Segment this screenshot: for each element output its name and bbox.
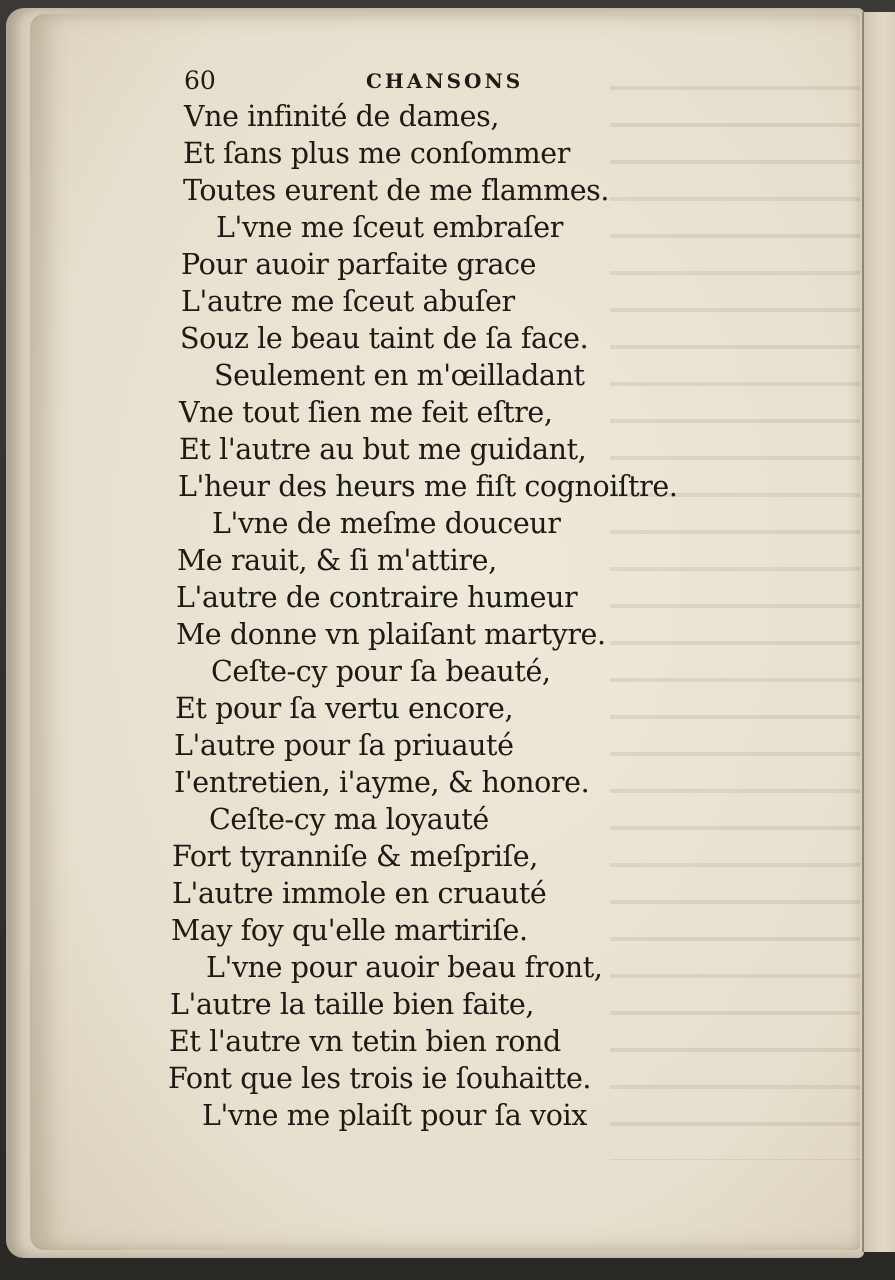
verse-line: Et ſans plus me conſommer bbox=[183, 137, 570, 170]
verse-line: Vne tout ſien me feit eſtre, bbox=[179, 396, 553, 429]
verse-line: Et l'autre vn tetin bien rond bbox=[169, 1025, 561, 1058]
verse-line: L'autre pour ſa priuauté bbox=[174, 729, 514, 762]
running-title: CHANSONS bbox=[366, 69, 524, 93]
verse-line: Font que les trois ie ſouhaitte. bbox=[168, 1062, 592, 1095]
verse-line: Me donne vn plaiſant martyre. bbox=[176, 618, 606, 651]
verse-line: L'vne de meſme douceur bbox=[212, 507, 561, 540]
verse-line: L'autre de contraire humeur bbox=[176, 581, 578, 614]
verse-line: Ceſte-cy pour ſa beauté, bbox=[211, 655, 551, 688]
verse-line: Et pour ſa vertu encore, bbox=[175, 692, 514, 725]
verse-line: Seulement en m'œilladant bbox=[214, 359, 585, 392]
verse-line: I'entretien, i'ayme, & honore. bbox=[174, 766, 590, 799]
verse-line: Pour auoir parfaite grace bbox=[181, 248, 537, 281]
verse-line: Vne infinité de dames, bbox=[184, 100, 500, 133]
verse-line: L'vne me ſceut embraſer bbox=[216, 211, 563, 244]
verse-line: Et l'autre au but me guidant, bbox=[179, 433, 587, 466]
verse-line: Ceſte-cy ma loyauté bbox=[209, 803, 489, 836]
verse-line: Fort tyranniſe & meſpriſe, bbox=[172, 840, 538, 873]
verse-line: L'heur des heurs me fiſt cognoiſtre. bbox=[178, 470, 678, 503]
verse-line: May foy qu'elle martiriſe. bbox=[171, 914, 528, 947]
verse-line: Toutes eurent de me flammes. bbox=[183, 174, 610, 207]
verse-line: L'vne me plaiſt pour ſa voix bbox=[202, 1099, 587, 1132]
verse-line: L'autre immole en cruauté bbox=[172, 877, 547, 910]
verse-line: L'autre me ſceut abuſer bbox=[181, 285, 515, 318]
verse-line: L'autre la taille bien faite, bbox=[170, 988, 535, 1021]
page-number: 60 bbox=[184, 66, 216, 95]
verse-line: Souz le beau taint de ſa face. bbox=[180, 322, 589, 355]
verse-line: Me rauit, & ſi m'attire, bbox=[177, 544, 497, 577]
verse-line: L'vne pour auoir beau front, bbox=[206, 951, 603, 984]
